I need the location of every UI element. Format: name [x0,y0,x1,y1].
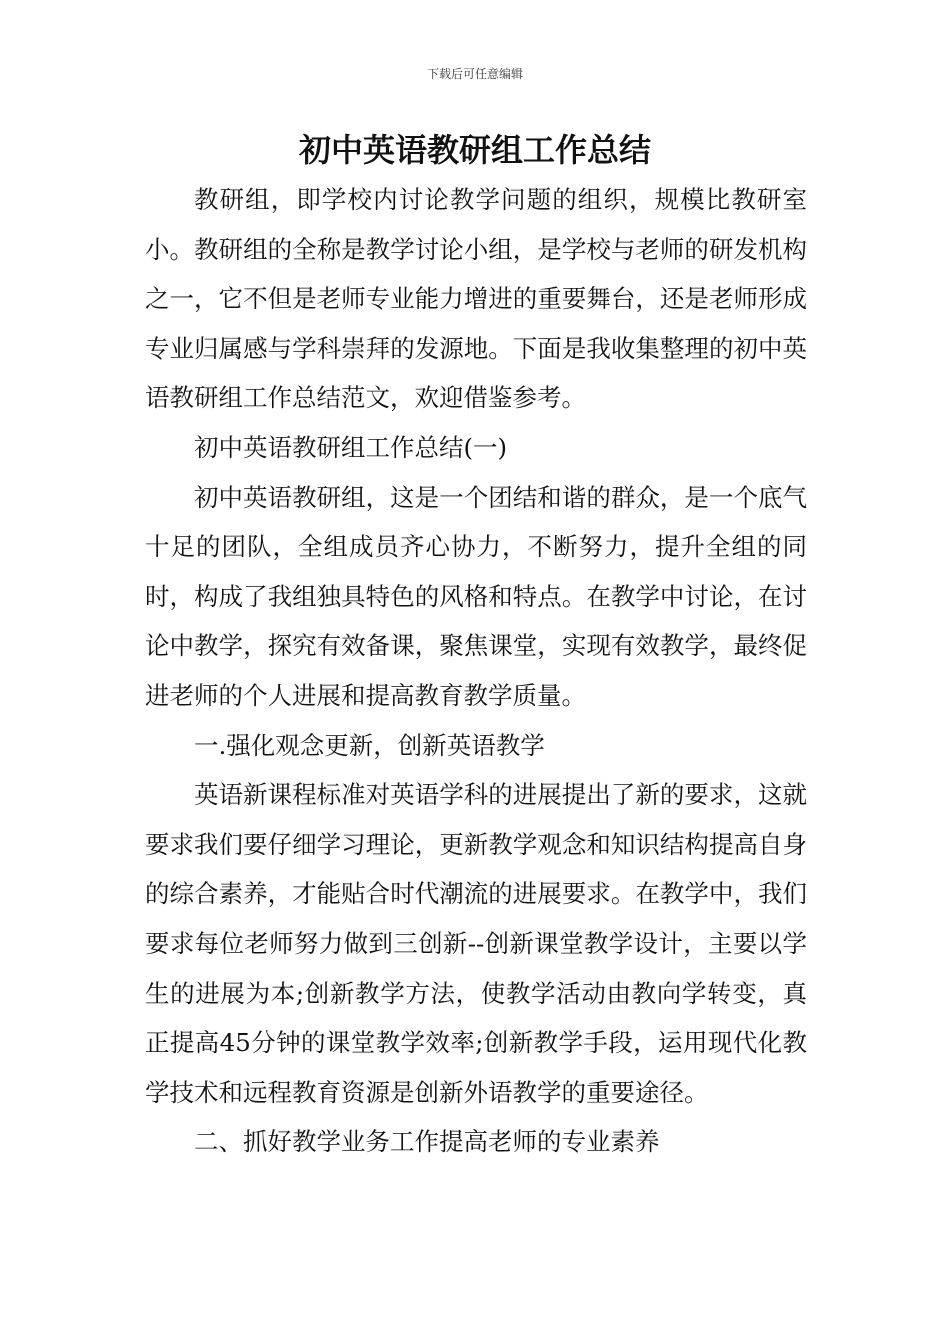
header-note: 下载后可任意编辑 [426,67,523,81]
document-body [145,175,807,1167]
section-heading-summary-one: 初中英语教研组工作总结(一) [194,432,508,462]
section-heading-one: 一.强化观念更新，创新英语教学 [194,730,545,760]
document-title: 初中英语教研组工作总结 [298,131,651,169]
team-paragraph: 初中英语教研组，这是一个团结和谐的群众，是一个底气十足的团队，全组成员齐心协力，不断努力，提升全组的同时，构成了我组独具特色的风格和特点。在教学中讨论，在讨论中教学，探究有效备课，聚焦课堂，实现有效教学，最终促进老师的个人进展和提高教育教学质量。 [145,482,807,710]
section-heading-two: 二、抓好教学业务工作提高老师的专业素养 [194,1127,660,1157]
innovation-paragraph: 英语新课程标准对英语学科的进展提出了新的要求，这就要求我们要仔细学习理论，更新教学观念和知识结构提高自身的综合素养，才能贴合时代潮流的进展要求。在教学中，我们要求每位老师努力做到三创新--创新课堂教学设计，主要以学生的进展为本;创新教学方法，使教学活动由教向学转变，真正提高45分钟的课堂教学效率;创新教学手段，运用现代化教学技术和远程教育资源是创新外语教学的重要途径。 [145,780,807,1107]
intro-paragraph: 教研组，即学校内讨论教学问题的组织，规模比教研室小。教研组的全称是教学讨论小组，是学校与老师的研发机构之一，它不但是老师专业能力增进的重要舞台，还是老师形成专业归属感与学科崇拜的发源地。下面是我收集整理的初中英语教研组工作总结范文，欢迎借鉴参考。 [145,185,807,413]
